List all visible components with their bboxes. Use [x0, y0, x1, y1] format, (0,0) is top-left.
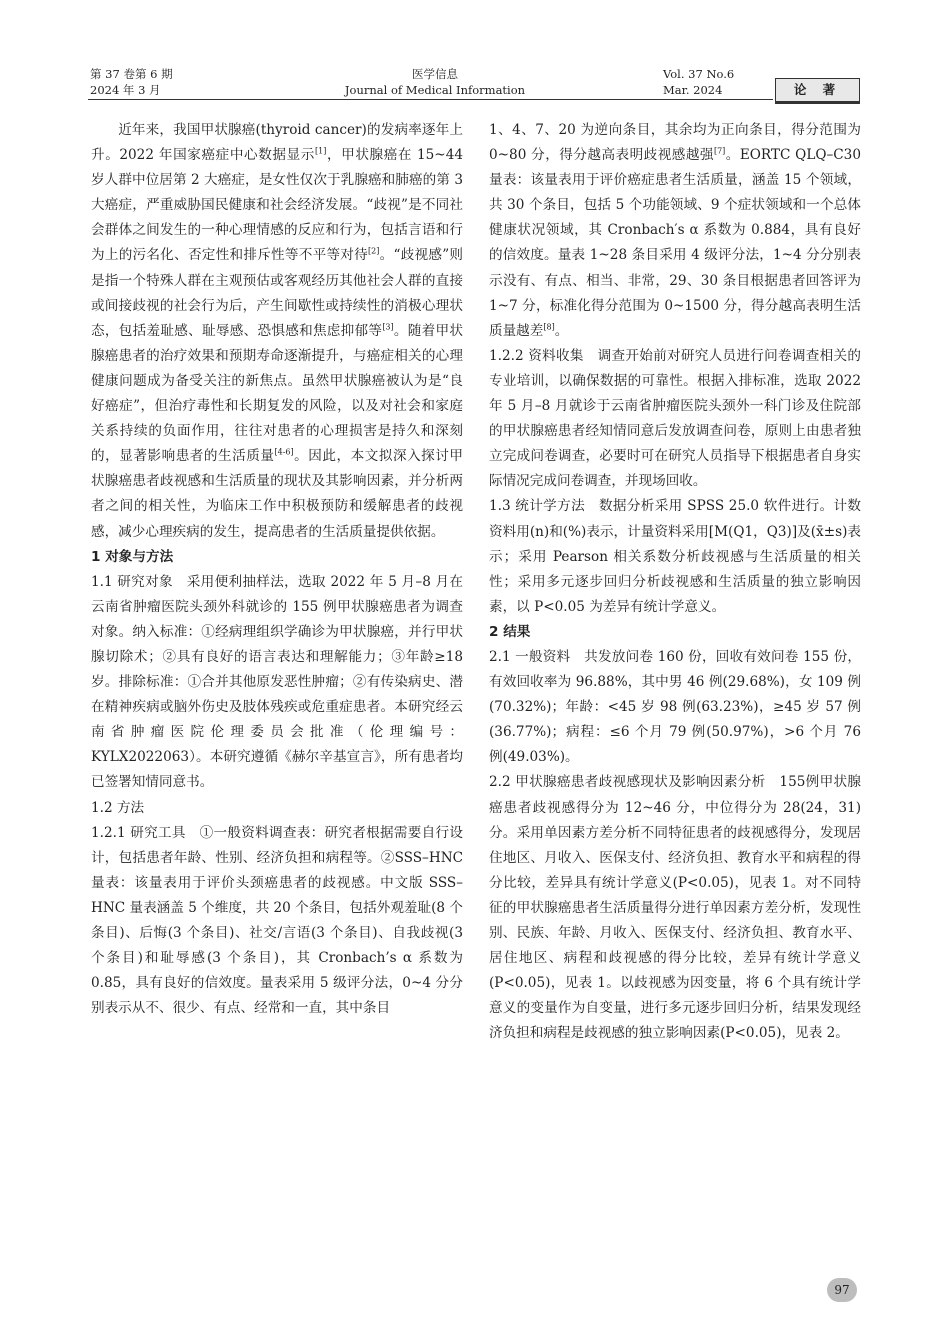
- section-heading-methods: 1 对象与方法: [91, 548, 174, 565]
- right-column: [489, 118, 861, 1046]
- section-heading-results: 2 结果: [489, 623, 531, 640]
- citation[interactable]: [4-6]: [274, 447, 294, 457]
- volume-issue: 第 37 卷第 6 期: [90, 67, 173, 81]
- issue-date-en: Mar. 2024: [663, 83, 723, 97]
- left-column: [91, 118, 463, 1021]
- scale-description-paragraph: 1、4、7、20 为逆向条目，其余均为正向条目，得分范围为 0~80 分，得分越高表明歧视感越强[7]。EORTC QLQ–C30 量表：该量表用于评价癌症患者生活质量，涵盖 15 个领域，共 30 个条目，包括 5 个功能领域、9 个症状领域和一个总体健康状况领域，其 Cronbach′s α 系数为 0.884，具有良好的信效度。量表 1~28 条目采用 4 级评分法，1~4 分分别表示没有、有点、相当、非常，29、30 条目根据患者回答评为 1~7 分，标准化得分范围为 0~1500 分，得分越高表明生活质量越差[8]。: [489, 122, 861, 339]
- article-type-badge: 论 著: [775, 78, 860, 104]
- study-subjects-paragraph: 1.1 研究对象 采用便利抽样法，选取 2022 年 5 月–8 月在云南省肿瘤医院头颈外科就诊的 155 例甲状腺癌患者为调查对象。纳入标准：①经病理组织学确诊为甲状腺癌，并行甲状腺切除术；②具有良好的语言表达和理解能力；③年龄≥18 岁。排除标准：①合并其他原发恶性肿瘤；②有传染病史、潜在精神疾病或脑外伤史及肢体残疾或危重症患者。本研究经云南省肿瘤医院伦理委员会批准（伦理编号：KYLX2022063）。本研究遵循《赫尔辛基宣言》，所有患者均已签署知情同意书。: [91, 573, 463, 791]
- statistics-paragraph: 1.3 统计学方法 数据分析采用 SPSS 25.0 软件进行。计数资料用(n)和(%)表示，计量资料采用[M(Q1，Q3)]及(x̄±s)表示；采用 Pearson 相关系数分析歧视感与生活质量的相关性；采用多元逐步回归分析歧视感和生活质量的独立影响因素，以 P<0.05 为差异有统计学意义。: [489, 498, 861, 615]
- discrimination-analysis-paragraph: 2.2 甲状腺癌患者歧视感现状及影响因素分析 155例甲状腺癌患者歧视感得分为 12~46 分，中位得分为 28(24，31)分。采用单因素方差分析不同特征患者的歧视感得分，发现居住地区、月收入、医保支付、经济负担、教育水平和病程的得分比较，差异具有统计学意义(P<0.05)，见表 1。对不同特征的甲状腺癌患者生活质量得分进行单因素方差分析，发现性别、民族、年龄、月收入、医保支付、经济负担、教育水平、居住地区、病程和歧视感的得分比较，差异有统计学意义(P<0.05)，见表 1。以歧视感为因变量，将 6 个具有统计学意义的变量作为自变量，进行多元逐步回归分析，结果发现经济负担和病程是歧视感的独立影响因素(P<0.05)，见表 2。: [489, 774, 861, 1042]
- journal-title-en: Journal of Medical Information: [344, 83, 526, 97]
- journal-title: [0, 66, 870, 98]
- citation[interactable]: [3]: [382, 322, 394, 332]
- header-divider: [88, 99, 773, 100]
- general-data-paragraph: 2.1 一般资料 共发放问卷 160 份，回收有效问卷 155 份，有效回收率为 96.88%，其中男 46 例(29.68%)，女 109 例(70.32%)；年龄：<45 岁 98 例(63.23%)，≥45 岁 57 例(36.77%)；病程：≤6 个月 79 例(50.97%)，>6 个月 76 例(49.03%)。: [489, 648, 861, 766]
- citation[interactable]: [1]: [315, 146, 327, 156]
- page-number: 97: [827, 1278, 857, 1302]
- research-tools-paragraph: 1.2.1 研究工具 ①一般资料调查表：研究者根据需要自行设计，包括患者年龄、性别、经济负担和病程等。②SSS–HNC 量表：该量表用于评价头颈癌患者的歧视感。中文版 SSS–HNC 量表涵盖 5 个维度，共 20 个条目，包括外观羞耻(8 个条目)、后悔(3 个条目)、社交/言语(3 个条目)、自我歧视(3 个条目)和耻辱感(3 个条目)，其 Cronbach’s α 系数为 0.85，具有良好的信效度。量表采用 5 级评分法，0~4 分分别表示从不、很少、有点、经常和一直，其中条目: [91, 824, 463, 1017]
- methods-subheading: 1.2 方法: [91, 799, 145, 816]
- journal-issue-en: [663, 66, 734, 98]
- introduction-paragraph: 近年来，我国甲状腺癌(thyroid cancer)的发病率逐年上升。2022 年国家癌症中心数据显示[1]，甲状腺癌在 15~44 岁人群中位居第 2 大癌症，是女性仅次于乳腺癌和肺癌的第 3 大癌症，严重威胁国民健康和社会经济发展。“歧视”是不同社会群体之间发生的一种心理情感的反应和行为，包括言语和行为上的污名化、否定性和排斥性等不平等对待[2]。“歧视感”则是指一个特殊人群在主观预估或客观经历其他社会人群的直接或间接歧视的社会行为后，产生间歇性或持续性的消极心理状态，包括羞耻感、耻辱感、恐惧感和焦虑抑郁等[3]。随着甲状腺癌患者的治疗效果和预期寿命逐渐提升，与癌症相关的心理健康问题成为备受关注的新焦点。虽然甲状腺癌被认为是“良好癌症”，但治疗毒性和长期复发的风险，以及对社会和家庭关系持续的负面作用，往往对患者的心理损害是持久和深刻的，显著影响患者的生活质量[4-6]。因此，本文拟深入探讨甲状腺癌患者歧视感和生活质量的现状及其影响因素，并分析两者之间的相关性，为临床工作中积极预防和缓解患者的歧视感，减少心理疾病的发生，提高患者的生活质量提供依据。: [91, 122, 464, 540]
- journal-title-cn: 医学信息: [412, 67, 458, 81]
- data-collection-paragraph: 1.2.2 资料收集 调查开始前对研究人员进行问卷调查相关的专业培训，以确保数据的可靠性。根据入排标准，选取 2022 年 5 月–8 月就诊于云南省肿瘤医院头颈外一科门诊及住院部的甲状腺癌患者经知情同意后发放调查问卷，原则上由患者独立完成问卷调查，必要时可在研究人员指导下根据患者自身实际情况完成问卷调查，并现场回收。: [489, 347, 861, 490]
- citation[interactable]: [8]: [543, 322, 555, 332]
- citation[interactable]: [2]: [368, 246, 380, 256]
- issue-date: 2024 年 3 月: [90, 83, 161, 97]
- citation[interactable]: [7]: [713, 146, 726, 156]
- volume-issue-en: Vol. 37 No.6: [663, 67, 735, 81]
